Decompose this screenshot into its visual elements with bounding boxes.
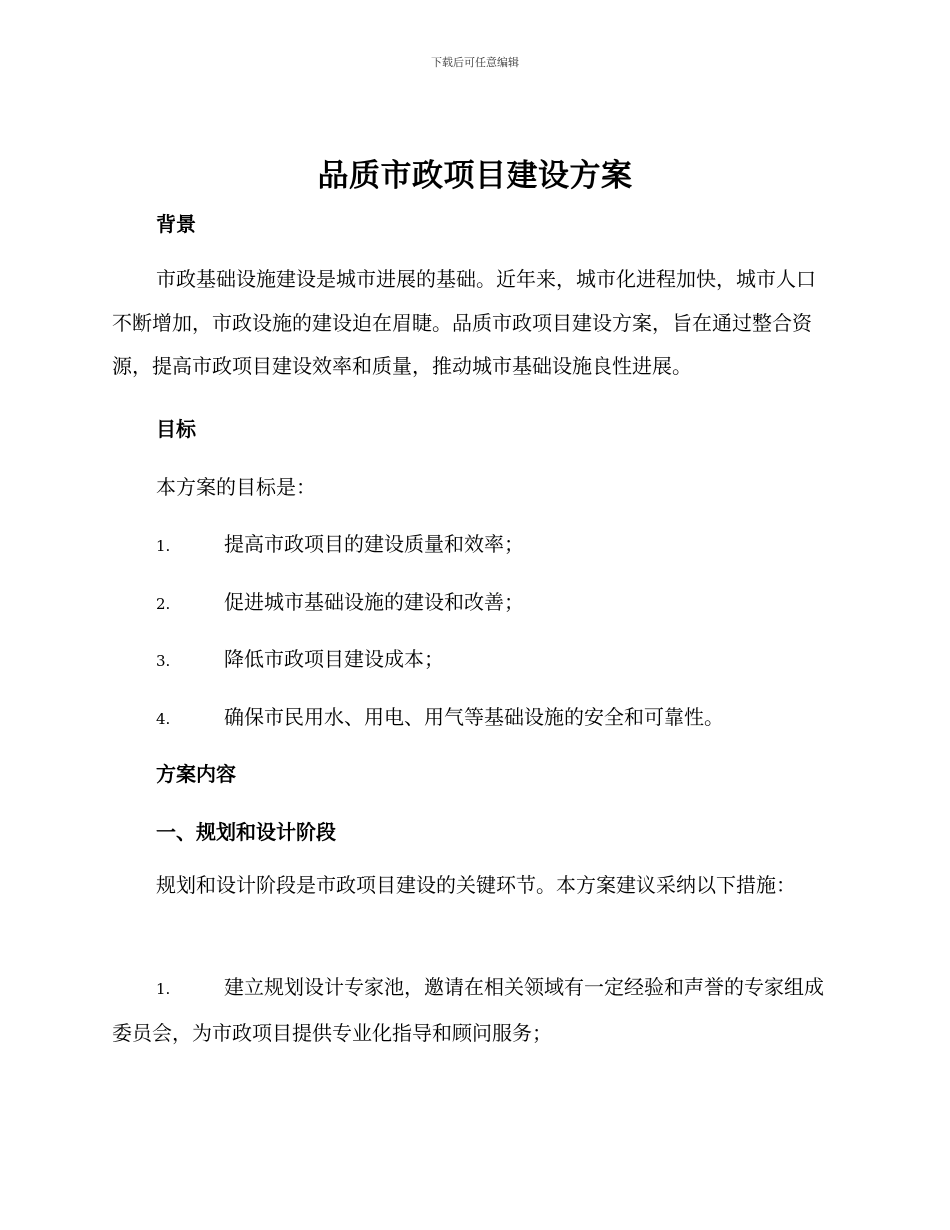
page-header-note: 下载后可任意编辑 [431,56,519,69]
list-item [156,701,724,730]
list-text: 促进城市基础设施的建设和改善； [224,590,524,614]
list-item [156,528,524,557]
goal-intro: 本方案的目标是： [156,475,316,499]
list-number: 1. [156,980,171,998]
list-text: 确保市民用水、用电、用气等基础设施的安全和可靠性。 [224,705,724,729]
list-text: 建立规划设计专家池，邀请在相关领域有一定经验和声誉的专家组成委员会，为市政项目提供专业化指导和顾问服务； [112,975,824,1045]
heading-background: 背景 [156,212,196,236]
list-number: 4. [156,710,171,728]
list-item [112,966,832,1055]
heading-content: 方案内容 [156,762,236,786]
paragraph-phase1: 规划和设计阶段是市政项目建设的关键环节。本方案建议采纳以下措施： [156,873,796,897]
list-number: 2. [156,595,171,613]
list-text: 降低市政项目建设成本； [224,647,444,671]
heading-goal: 目标 [156,417,196,441]
list-item [156,643,444,672]
document-title: 品质市政项目建设方案 [317,158,633,194]
list-item [156,586,524,615]
heading-phase1: 一、规划和设计阶段 [156,820,336,844]
list-text: 提高市政项目的建设质量和效率； [224,532,524,556]
list-number: 3. [156,652,171,670]
paragraph-background: 市政基础设施建设是城市进展的基础。近年来，城市化进程加快，城市人口不断增加，市政设施的建设迫在眉睫。品质市政项目建设方案，旨在通过整合资源，提高市政项目建设效率和质量，推动城市基础设施良性进展。 [112,267,816,378]
list-number: 1. [156,537,171,555]
